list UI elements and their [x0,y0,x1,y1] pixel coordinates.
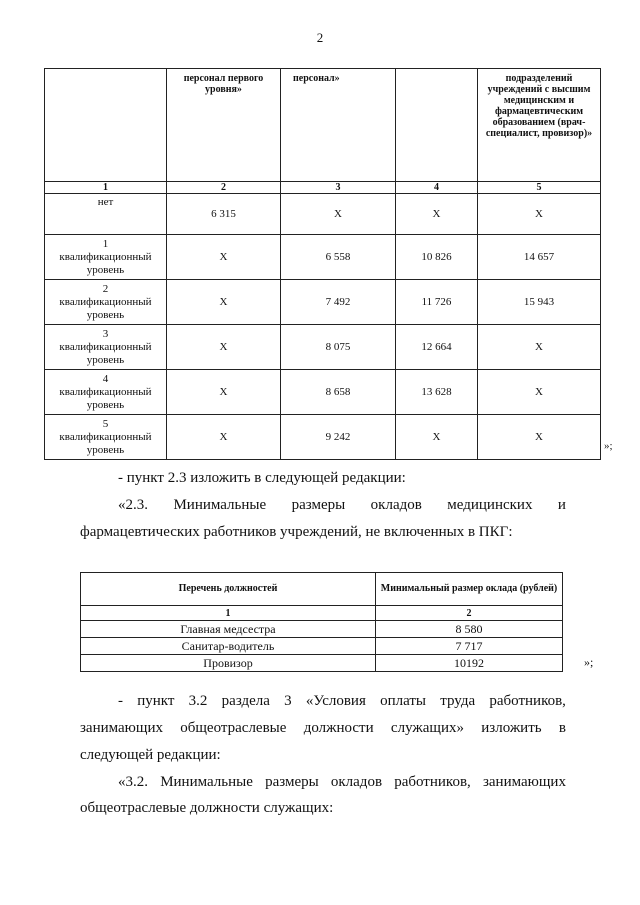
row-label: 1 квалификационный уровень [45,235,167,280]
table1-header-cell: персонал» [281,69,396,182]
salary-cell: 14 657 [478,235,601,280]
paragraph-2-3-line2: фармацевтических работников учреждений, не включенных в ПКГ: [80,524,513,540]
position-name: Провизор [81,655,376,672]
salary-cell: X [167,280,281,325]
table1-header-cell [45,69,167,182]
salary-cell: X [478,370,601,415]
paragraph-3-2-line1: «3.2. Минимальные размеры окладов работников, занимающих [118,774,566,790]
salary-cell: 6 315 [167,194,281,235]
column-number: 4 [396,182,478,194]
table-row [45,194,601,235]
row-label: 3 квалификационный уровень [45,325,167,370]
salary-table-non-pkg [80,572,563,672]
row-label: 4 квалификационный уровень [45,370,167,415]
position-name: Главная медсестра [81,621,376,638]
table-row [45,370,601,415]
table-row [45,415,601,460]
column-number: 3 [281,182,396,194]
salary-cell: X [478,325,601,370]
salary-cell: X [396,415,478,460]
salary-table-pkg [44,68,601,460]
position-name: Санитар-водитель [81,638,376,655]
table1-header-cell: персонал первого уровня» [167,69,281,182]
salary-cell: X [167,415,281,460]
salary-cell: 12 664 [396,325,478,370]
column-number: 2 [376,606,563,621]
table2-header-cell: Минимальный размер оклада (рублей) [376,573,563,606]
column-number: 5 [478,182,601,194]
paragraph-point-2-3: - пункт 2.3 изложить в следующей редакции: [118,470,406,486]
paragraph-point-3-2-line2: занимающих общеотраслевые должности служащих» изложить в [80,720,566,736]
page-number: 2 [316,30,324,45]
table1-header-cell: подразделений учреждений с высшим медицинским и фармацевтическим образованием (врач-специалист, провизор)» [478,69,601,182]
table1-header-cell [396,69,478,182]
salary-cell: 7 492 [281,280,396,325]
column-number: 2 [167,182,281,194]
table2-header-cell: Перечень должностей [81,573,376,606]
table2-number-row [81,606,563,621]
salary-cell: 6 558 [281,235,396,280]
salary-cell: 7 717 [376,638,563,655]
table2-closing-quote: »; [584,655,594,669]
salary-cell: X [167,370,281,415]
salary-cell: 11 726 [396,280,478,325]
row-label: 2 квалификационный уровень [45,280,167,325]
salary-cell: 13 628 [396,370,478,415]
paragraph-3-2-line2: общеотраслевые должности служащих: [80,800,334,816]
table1-header-row [45,69,601,182]
salary-cell: X [396,194,478,235]
table-row [81,655,563,672]
table-row [45,235,601,280]
table-row [81,638,563,655]
salary-cell: 8 075 [281,325,396,370]
salary-cell: X [167,235,281,280]
row-label: 5 квалификационный уровень [45,415,167,460]
salary-cell: 15 943 [478,280,601,325]
paragraph-point-3-2-line3: следующей редакции: [80,747,221,763]
salary-cell: X [478,194,601,235]
salary-cell: 8 580 [376,621,563,638]
salary-cell: 10192 [376,655,563,672]
salary-cell: 8 658 [281,370,396,415]
table-row [45,280,601,325]
table-row [45,325,601,370]
table2-header-row [81,573,563,606]
table-row [81,621,563,638]
salary-cell: X [478,415,601,460]
salary-cell: X [281,194,396,235]
column-number: 1 [45,182,167,194]
paragraph-2-3-line1: «2.3. Минимальные размеры окладов медицинских и [118,497,566,513]
table1-number-row [45,182,601,194]
paragraph-point-3-2-line1: - пункт 3.2 раздела 3 «Условия оплаты труда работников, [118,693,566,709]
table1-closing-quote: »; [604,440,613,452]
column-number: 1 [81,606,376,621]
row-label: нет [45,194,167,235]
salary-cell: 9 242 [281,415,396,460]
salary-cell: 10 826 [396,235,478,280]
salary-cell: X [167,325,281,370]
